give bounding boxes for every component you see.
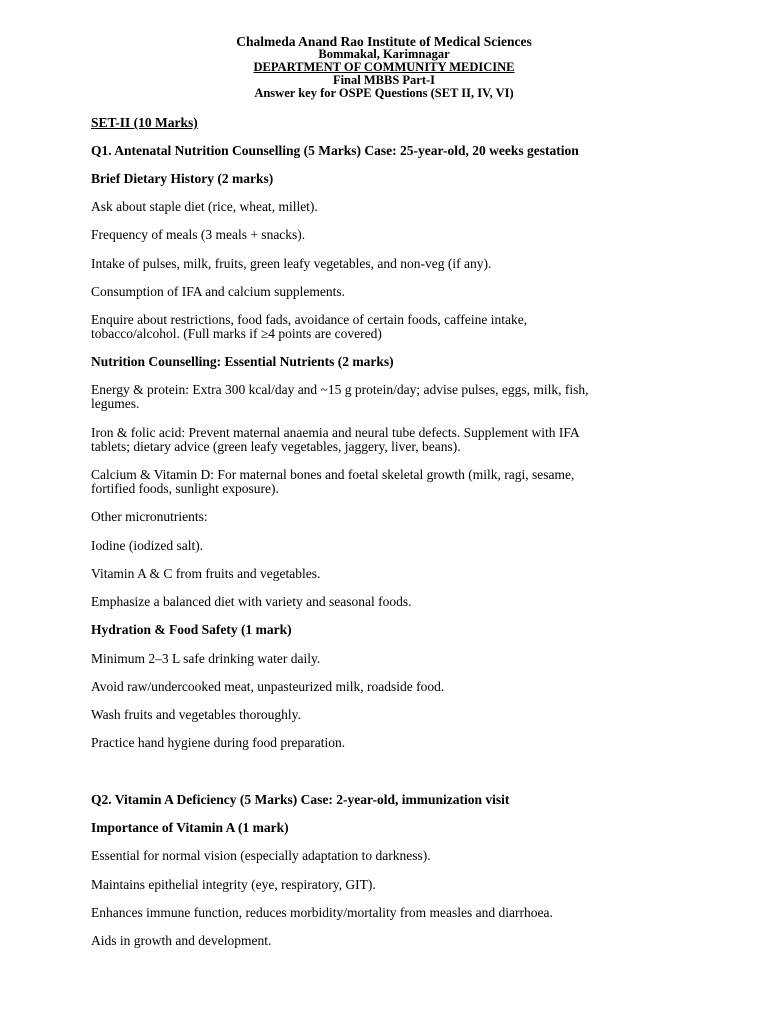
q1-history-item: Intake of pulses, milk, fruits, green leafy vegetables, and non-veg (if any). [91,256,492,271]
q1-history-item: Enquire about restrictions, food fads, avoidance of certain foods, caffeine intake, [91,312,528,327]
q2-importance-item: Aids in growth and development. [91,933,272,948]
institute-location: Bommakal, Karimnagar [318,47,450,61]
q1-history-item-cont: tobacco/alcohol. (Full marks if ≥4 points are covered) [91,326,382,341]
q1-hydration-item: Wash fruits and vegetables thoroughly. [91,707,301,722]
q1-iodine: Iodine (iodized salt). [91,538,204,553]
q1-other-micronutrients: Other micronutrients: [91,509,208,524]
q2-importance-item: Enhances immune function, reduces morbidity/mortality from measles and diarrhoea. [91,905,553,920]
q1-history-heading: Brief Dietary History (2 marks) [91,171,274,186]
q1-calcium-line: Calcium & Vitamin D: For maternal bones and foetal skeletal growth (milk, ragi, sesame, [91,467,575,482]
q1-history-item: Frequency of meals (3 meals + snacks). [91,227,306,242]
institute-name: Chalmeda Anand Rao Institute of Medical Sciences [236,34,532,49]
q1-balanced-diet: Emphasize a balanced diet with variety and seasonal foods. [91,594,412,609]
q1-iron-line-cont: tablets; dietary advice (green leafy vegetables, jaggery, liver, beans). [91,439,461,454]
document-subtitle: Answer key for OSPE Questions (SET II, IV, VI) [254,86,514,100]
course-name: Final MBBS Part-I [332,73,436,87]
department-name: DEPARTMENT OF COMMUNITY MEDICINE [253,60,515,74]
q1-hydration-heading: Hydration & Food Safety (1 mark) [91,622,292,637]
q1-energy-line-cont: legumes. [91,396,140,411]
q1-hydration-item: Practice hand hygiene during food preparation. [91,735,346,750]
q2-importance-heading: Importance of Vitamin A (1 mark) [91,820,289,835]
q1-nutrients-heading: Nutrition Counselling: Essential Nutrients (2 marks) [91,354,394,369]
q1-calcium-line-cont: fortified foods, sunlight exposure). [91,481,279,496]
q1-hydration-item: Minimum 2–3 L safe drinking water daily. [91,651,321,666]
q1-vitamin-ac: Vitamin A & C from fruits and vegetables. [91,566,321,581]
q1-energy-line: Energy & protein: Extra 300 kcal/day and ~15 g protein/day; advise pulses, eggs, milk, fish, [91,382,589,397]
set-title: SET-II (10 Marks) [91,115,198,130]
q1-history-item: Consumption of IFA and calcium supplements. [91,284,345,299]
q2-importance-item: Maintains epithelial integrity (eye, respiratory, GIT). [91,877,376,892]
q1-title: Q1. Antenatal Nutrition Counselling (5 Marks) Case: 25-year-old, 20 weeks gestation [91,143,579,158]
q1-history-item: Ask about staple diet (rice, wheat, millet). [91,199,318,214]
q2-title: Q2. Vitamin A Deficiency (5 Marks) Case: 2-year-old, immunization visit [91,792,510,807]
q1-hydration-item: Avoid raw/undercooked meat, unpasteurized milk, roadside food. [91,679,445,694]
q1-iron-line: Iron & folic acid: Prevent maternal anaemia and neural tube defects. Supplement with IFA [91,425,580,440]
q2-importance-item: Essential for normal vision (especially adaptation to darkness). [91,848,431,863]
